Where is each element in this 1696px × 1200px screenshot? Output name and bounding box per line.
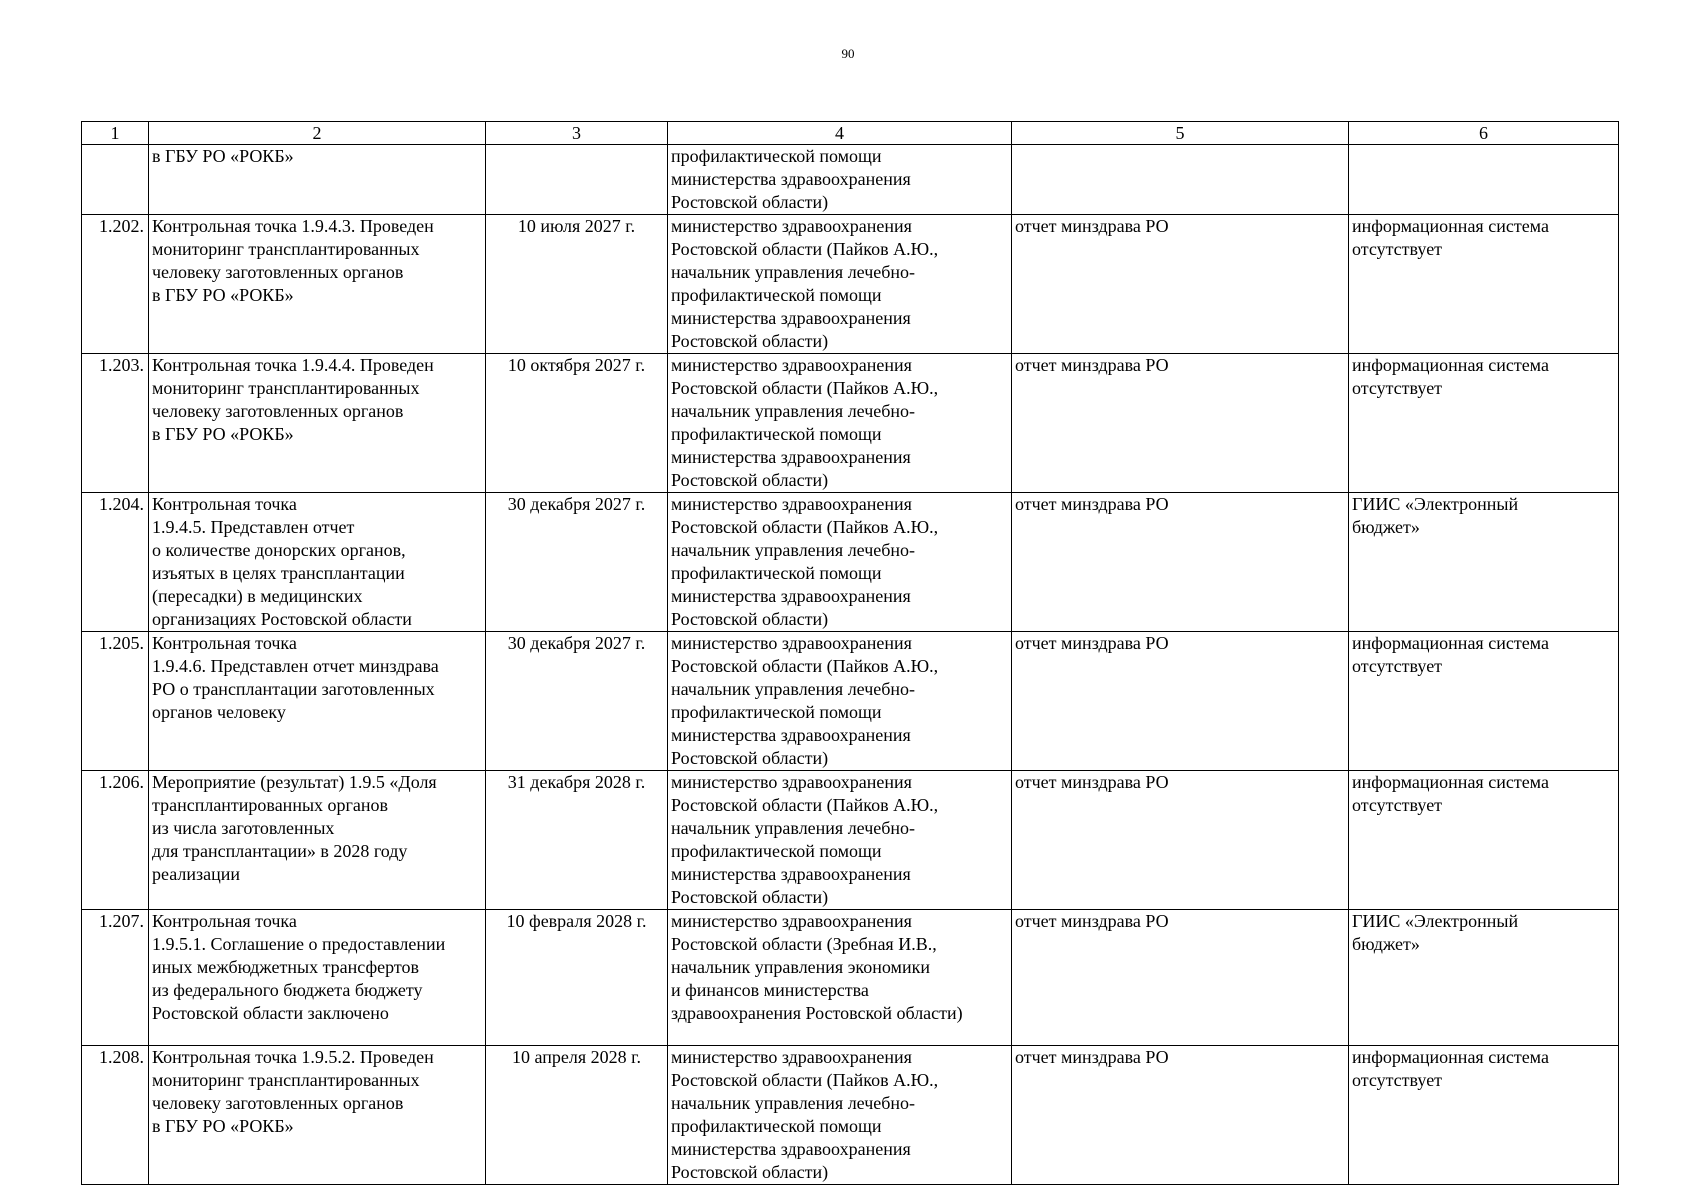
responsible-person: профилактической помощи министерства здравоохранения Ростовской области) xyxy=(668,145,1012,215)
information-system: ГИИС «Электронный бюджет» xyxy=(1349,910,1619,1046)
information-system: информационная система отсутствует xyxy=(1349,771,1619,910)
deadline-date: 30 декабря 2027 г. xyxy=(486,493,668,632)
table-row xyxy=(82,493,1619,632)
row-number xyxy=(82,145,149,215)
deadline-date: 10 апреля 2028 г. xyxy=(486,1046,668,1185)
control-point-name: Контрольная точка 1.9.4.5. Представлен отчет о количестве донорских органов, изъятых в целях трансплантации (пересадки) в медицинских организациях Ростовской области xyxy=(149,493,486,632)
table-row xyxy=(82,771,1619,910)
row-number: 1.206. xyxy=(82,771,149,910)
row-number: 1.207. xyxy=(82,910,149,1046)
deadline-date: 31 декабря 2028 г. xyxy=(486,771,668,910)
control-point-name: Контрольная точка 1.9.4.6. Представлен отчет минздрава РО о трансплантации заготовленных органов человеку xyxy=(149,632,486,771)
deadline-date: 10 февраля 2028 г. xyxy=(486,910,668,1046)
responsible-person: министерство здравоохранения Ростовской области (Пайков А.Ю., начальник управления лечебно- профилактической помощи министерства здравоохранения Ростовской области) xyxy=(668,1046,1012,1185)
table-row xyxy=(82,632,1619,771)
information-system xyxy=(1349,145,1619,215)
column-header-3: 3 xyxy=(486,122,668,145)
column-header-6: 6 xyxy=(1349,122,1619,145)
responsible-person: министерство здравоохранения Ростовской области (Пайков А.Ю., начальник управления лечебно- профилактической помощи министерства здравоохранения Ростовской области) xyxy=(668,771,1012,910)
information-system: информационная система отсутствует xyxy=(1349,632,1619,771)
page-number: 90 xyxy=(841,46,855,61)
row-number: 1.202. xyxy=(82,215,149,354)
confirming-document: отчет минздрава РО xyxy=(1012,771,1349,910)
control-point-name: Мероприятие (результат) 1.9.5 «Доля трансплантированных органов из числа заготовленных для трансплантации» в 2028 году реализации xyxy=(149,771,486,910)
information-system: информационная система отсутствует xyxy=(1349,354,1619,493)
responsible-person: министерство здравоохранения Ростовской области (Пайков А.Ю., начальник управления лечебно- профилактической помощи министерства здравоохранения Ростовской области) xyxy=(668,354,1012,493)
confirming-document: отчет минздрава РО xyxy=(1012,910,1349,1046)
responsible-person: министерство здравоохранения Ростовской области (Пайков А.Ю., начальник управления лечебно- профилактической помощи министерства здравоохранения Ростовской области) xyxy=(668,493,1012,632)
column-number-row xyxy=(82,122,1619,145)
deadline-date: 10 июля 2027 г. xyxy=(486,215,668,354)
row-number: 1.204. xyxy=(82,493,149,632)
confirming-document: отчет минздрава РО xyxy=(1012,354,1349,493)
table-row xyxy=(82,910,1619,1046)
confirming-document: отчет минздрава РО xyxy=(1012,632,1349,771)
control-point-name: в ГБУ РО «РОКБ» xyxy=(149,145,486,215)
table-row xyxy=(82,215,1619,354)
confirming-document: отчет минздрава РО xyxy=(1012,493,1349,632)
control-point-name: Контрольная точка 1.9.4.3. Проведен мониторинг трансплантированных человеку заготовленных органов в ГБУ РО «РОКБ» xyxy=(149,215,486,354)
column-header-4: 4 xyxy=(668,122,1012,145)
information-system: информационная система отсутствует xyxy=(1349,215,1619,354)
table-row xyxy=(82,354,1619,493)
column-header-5: 5 xyxy=(1012,122,1349,145)
plan-table xyxy=(81,121,1619,1185)
row-number: 1.208. xyxy=(82,1046,149,1185)
information-system: информационная система отсутствует xyxy=(1349,1046,1619,1185)
row-number: 1.205. xyxy=(82,632,149,771)
table-row xyxy=(82,1046,1619,1185)
row-number: 1.203. xyxy=(82,354,149,493)
control-point-name: Контрольная точка 1.9.5.1. Соглашение о предоставлении иных межбюджетных трансфертов из федерального бюджета бюджету Ростовской области заключено xyxy=(149,910,486,1046)
deadline-date: 30 декабря 2027 г. xyxy=(486,632,668,771)
responsible-person: министерство здравоохранения Ростовской области (Зребная И.В., начальник управления экономики и финансов министерства здравоохранения Ростовской области) xyxy=(668,910,1012,1046)
column-header-2: 2 xyxy=(149,122,486,145)
information-system: ГИИС «Электронный бюджет» xyxy=(1349,493,1619,632)
deadline-date: 10 октября 2027 г. xyxy=(486,354,668,493)
confirming-document xyxy=(1012,145,1349,215)
responsible-person: министерство здравоохранения Ростовской области (Пайков А.Ю., начальник управления лечебно- профилактической помощи министерства здравоохранения Ростовской области) xyxy=(668,215,1012,354)
column-header-1: 1 xyxy=(82,122,149,145)
control-point-name: Контрольная точка 1.9.4.4. Проведен мониторинг трансплантированных человеку заготовленных органов в ГБУ РО «РОКБ» xyxy=(149,354,486,493)
confirming-document: отчет минздрава РО xyxy=(1012,1046,1349,1185)
responsible-person: министерство здравоохранения Ростовской области (Пайков А.Ю., начальник управления лечебно- профилактической помощи министерства здравоохранения Ростовской области) xyxy=(668,632,1012,771)
control-point-name: Контрольная точка 1.9.5.2. Проведен мониторинг трансплантированных человеку заготовленных органов в ГБУ РО «РОКБ» xyxy=(149,1046,486,1185)
table-row xyxy=(82,145,1619,215)
deadline-date xyxy=(486,145,668,215)
confirming-document: отчет минздрава РО xyxy=(1012,215,1349,354)
